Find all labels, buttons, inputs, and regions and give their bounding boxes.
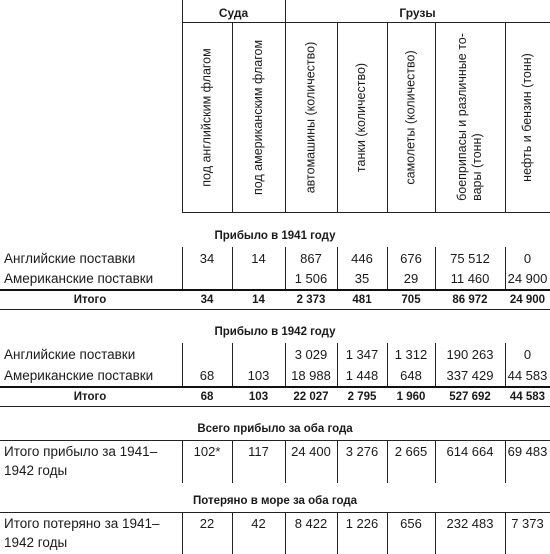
table-cell: 190 263: [446, 347, 494, 362]
table-cell: 648: [400, 368, 422, 383]
table-cell: 11 460: [450, 271, 490, 286]
table-cell: 1 226: [345, 516, 379, 531]
table-cell: 0: [523, 347, 532, 362]
section-title: Прибыло в 1941 году: [214, 230, 336, 242]
table-cell: 69 483: [507, 444, 548, 459]
table-cell: 103: [247, 368, 270, 383]
row-label: Английские поставки: [4, 251, 136, 266]
section-rule: [0, 440, 550, 441]
table-cell: 1 312: [394, 347, 428, 362]
table-cell: 44 583: [507, 368, 548, 383]
column-header: танки (количество): [354, 62, 369, 172]
table-cell: 102*: [193, 444, 221, 459]
total-cell: 44 583: [509, 391, 546, 403]
column-header: под английским флагом: [199, 47, 214, 187]
row-label-line: 1942 годы: [4, 463, 68, 478]
section-rule: [0, 309, 550, 310]
row-label: Американские поставки: [4, 368, 154, 383]
table-cell: 1 347: [345, 347, 379, 362]
table-cell: 29: [403, 271, 419, 286]
group-header-cargo: Грузы: [399, 6, 436, 20]
row-label-line: 1942 годы: [4, 535, 68, 550]
column-header: боеприпасы и различные то- вары (тонн): [455, 33, 484, 201]
table-cell: 117: [248, 444, 269, 459]
row-label: Американские поставки: [4, 271, 154, 286]
total-cell: 2 795: [347, 391, 377, 403]
section-rule: [0, 512, 550, 513]
total-cell: 2 373: [296, 294, 326, 306]
table-cell: 35: [354, 271, 370, 286]
total-cell: 22 027: [293, 391, 329, 403]
header-bottom-rule: [182, 212, 550, 213]
total-cell: 68: [200, 391, 214, 403]
table-cell: 867: [300, 251, 322, 266]
table-cell: 1 506: [294, 271, 328, 286]
section-title: Прибыло в 1942 году: [214, 326, 336, 338]
total-cell: 1 960: [396, 391, 426, 403]
group-header-ships: Суда: [218, 6, 249, 20]
section-title: Всего прибыло за оба года: [197, 423, 353, 435]
table-cell: 676: [400, 251, 422, 266]
total-label: Итого: [73, 294, 107, 306]
row-label: Английские поставки: [4, 347, 136, 362]
table-cell: 7 373: [511, 516, 544, 531]
section-rule: [0, 406, 550, 407]
table-cell: 24 900: [507, 271, 548, 286]
table-cell: 14: [251, 251, 266, 266]
total-label: Итого: [73, 391, 107, 403]
table-cell: 0: [523, 251, 532, 266]
column-header: нефть и бензин (тонн): [520, 52, 535, 182]
table-cell: 8 422: [294, 516, 328, 531]
table-cell: 232 483: [446, 516, 494, 531]
total-cell: 86 972: [452, 294, 488, 306]
table-cell: 337 429: [446, 368, 494, 383]
column-header: под американским флагом: [251, 39, 266, 195]
table-cell: 18 988: [291, 368, 331, 383]
column-header: автомашины (количество): [303, 41, 318, 193]
total-cell: 14: [252, 294, 265, 306]
row-label: [4, 442, 180, 480]
table-cell: 3 276: [345, 444, 379, 459]
total-cell: 24 900: [509, 294, 546, 306]
table-cell: 2 665: [394, 444, 428, 459]
total-cell: 527 692: [449, 391, 491, 403]
row-label-line: Итого прибыло за 1941–: [4, 444, 158, 459]
table-cell: 75 512: [450, 251, 490, 266]
row-label: [4, 514, 180, 552]
table-cell: 3 029: [294, 347, 328, 362]
total-cell: 103: [248, 391, 269, 403]
total-cell: 705: [401, 294, 421, 306]
table-cell: 42: [251, 516, 266, 531]
table-cell: 1 448: [345, 368, 379, 383]
section-title: Потеряно в море за оба года: [192, 495, 358, 507]
table-cell: 24 400: [291, 444, 331, 459]
total-cell: 34: [200, 294, 214, 306]
table-cell: 446: [351, 251, 373, 266]
row-label-line: Итого потеряно за 1941–: [4, 516, 160, 531]
total-cell: 481: [352, 294, 372, 306]
table-cell: 614 664: [446, 444, 494, 459]
table-cell: 656: [400, 516, 422, 531]
table-cell: 34: [199, 251, 215, 266]
table-cell: 68: [199, 368, 215, 383]
table-cell: 22: [199, 516, 215, 531]
column-header: самолеты (количество): [403, 49, 418, 185]
